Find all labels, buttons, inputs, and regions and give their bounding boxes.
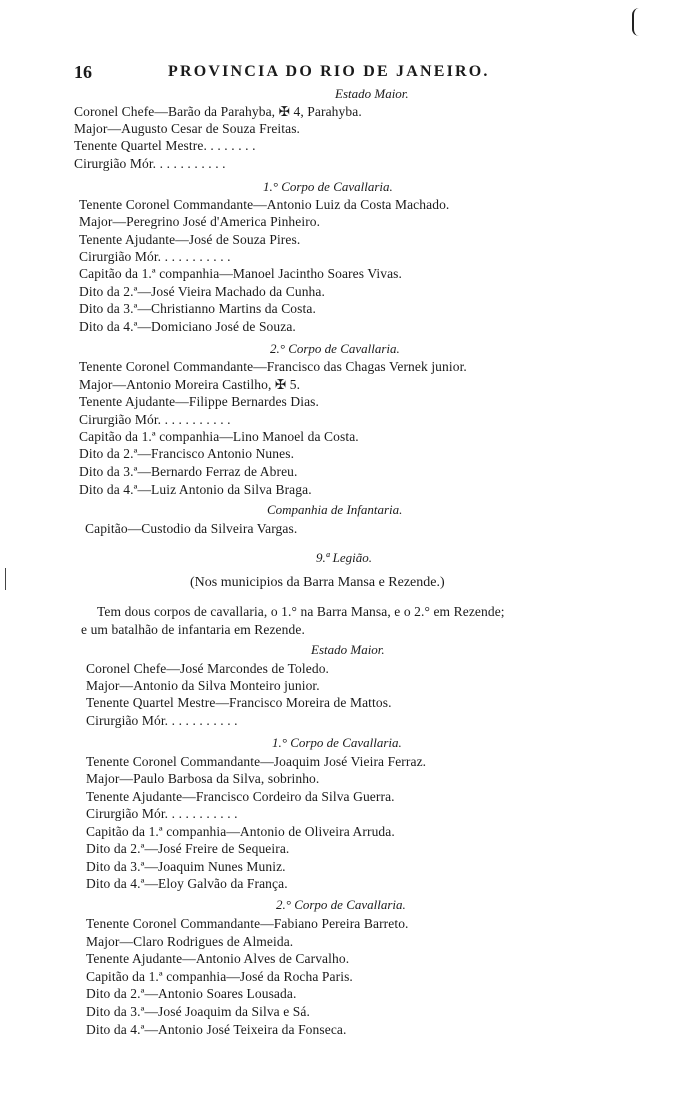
roster-line: Dito da 3.ª—Joaquim Nunes Muniz. <box>86 859 286 874</box>
roster-line: Dito da 3.ª—José Joaquim da Silva e Sá. <box>86 1004 310 1019</box>
roster-line: Tenente Quartel Mestre. . . . . . . . <box>74 138 256 153</box>
legion-heading: 9.ª Legião. <box>316 550 372 565</box>
legion-paragraph-line: e um batalhão de infantaria em Rezende. <box>81 622 305 637</box>
margin-mark <box>632 8 639 36</box>
roster-line: Major—Antonio da Silva Monteiro junior. <box>86 678 320 693</box>
roster-line: Dito da 4.ª—Eloy Galvão da França. <box>86 876 288 891</box>
roster-line: Dito da 2.ª—José Freire de Sequeira. <box>86 841 290 856</box>
page-header <box>74 62 544 84</box>
roster-line: Dito da 3.ª—Bernardo Ferraz de Abreu. <box>79 464 298 479</box>
section-heading: 2.° Corpo de Cavallaria. <box>276 897 406 912</box>
roster-line: Coronel Chefe—Barão da Parahyba, ✠ 4, Parahyba. <box>74 104 362 119</box>
section-heading: 1.° Corpo de Cavallaria. <box>263 179 393 194</box>
roster-line: Dito da 3.ª—Christianno Martins da Costa. <box>79 301 316 316</box>
roster-line: Major—Paulo Barbosa da Silva, sobrinho. <box>86 771 320 786</box>
roster-line: Dito da 2.ª—Francisco Antonio Nunes. <box>79 446 295 461</box>
roster-line: Tenente Coronel Commandante—Fabiano Pereira Barreto. <box>86 916 409 931</box>
roster-line: Cirurgião Mór. . . . . . . . . . . <box>79 412 231 427</box>
roster-line: Coronel Chefe—José Marcondes de Toledo. <box>86 661 330 676</box>
roster-line: Dito da 4.ª—Luiz Antonio da Silva Braga. <box>79 482 312 497</box>
roster-line: Tenente Coronel Commandante—Francisco das Chagas Vernek junior. <box>79 359 467 374</box>
section-heading: Estado Maior. <box>335 86 409 101</box>
roster-line: Capitão da 1.ª companhia—Antonio de Oliveira Arruda. <box>86 824 395 839</box>
roster-line: Tenente Coronel Commandante—Antonio Luiz da Costa Machado. <box>79 197 450 212</box>
roster-line: Major—Claro Rodrigues de Almeida. <box>86 934 294 949</box>
page-number: 16 <box>74 62 92 82</box>
roster-line: Tenente Ajudante—Francisco Cordeiro da Silva Guerra. <box>86 789 395 804</box>
roster-line: Dito da 4.ª—Domiciano José de Souza. <box>79 319 296 334</box>
roster-line: Tenente Ajudante—Antonio Alves de Carvalho. <box>86 951 350 966</box>
running-title: PROVINCIA DO RIO DE JANEIRO. <box>168 63 490 80</box>
roster-line: Capitão—Custodio da Silveira Vargas. <box>85 521 298 536</box>
roster-line: Dito da 2.ª—Antonio Soares Lousada. <box>86 986 297 1001</box>
roster-line: Major—Peregrino José d'America Pinheiro. <box>79 214 321 229</box>
roster-line: Dito da 4.ª—Antonio José Teixeira da Fonseca. <box>86 1022 347 1037</box>
margin-tick <box>5 568 6 590</box>
roster-line: Tenente Coronel Commandante—Joaquim José Vieira Ferraz. <box>86 754 427 769</box>
section-heading: 1.° Corpo de Cavallaria. <box>272 735 402 750</box>
legion-paragraph-line: Tem dous corpos de cavallaria, o 1.° na Barra Mansa, e o 2.° em Rezende; <box>97 604 505 619</box>
roster-line: Cirurgião Mór. . . . . . . . . . . <box>86 713 238 728</box>
roster-line: Tenente Quartel Mestre—Francisco Moreira de Mattos. <box>86 695 392 710</box>
roster-line: Cirurgião Mór. . . . . . . . . . . <box>74 156 226 171</box>
section-heading: Companhia de Infantaria. <box>267 502 403 517</box>
roster-line: Cirurgião Mór. . . . . . . . . . . <box>86 806 238 821</box>
roster-line: Capitão da 1.ª companhia—José da Rocha Paris. <box>86 969 353 984</box>
roster-line: Dito da 2.ª—José Vieira Machado da Cunha. <box>79 284 325 299</box>
roster-line: Capitão da 1.ª companhia—Manoel Jacintho Soares Vivas. <box>79 266 402 281</box>
roster-line: Cirurgião Mór. . . . . . . . . . . <box>79 249 231 264</box>
roster-line: Major—Augusto Cesar de Souza Freitas. <box>74 121 301 136</box>
roster-line: Capitão da 1.ª companhia—Lino Manoel da Costa. <box>79 429 359 444</box>
roster-line: Major—Antonio Moreira Castilho, ✠ 5. <box>79 377 301 392</box>
section-heading: Estado Maior. <box>311 642 385 657</box>
section-heading: 2.° Corpo de Cavallaria. <box>270 341 400 356</box>
roster-line: Tenente Ajudante—José de Souza Pires. <box>79 232 301 247</box>
legion-subtitle: (Nos municipios da Barra Mansa e Rezende.) <box>190 575 445 590</box>
roster-line: Tenente Ajudante—Filippe Bernardes Dias. <box>79 394 319 409</box>
